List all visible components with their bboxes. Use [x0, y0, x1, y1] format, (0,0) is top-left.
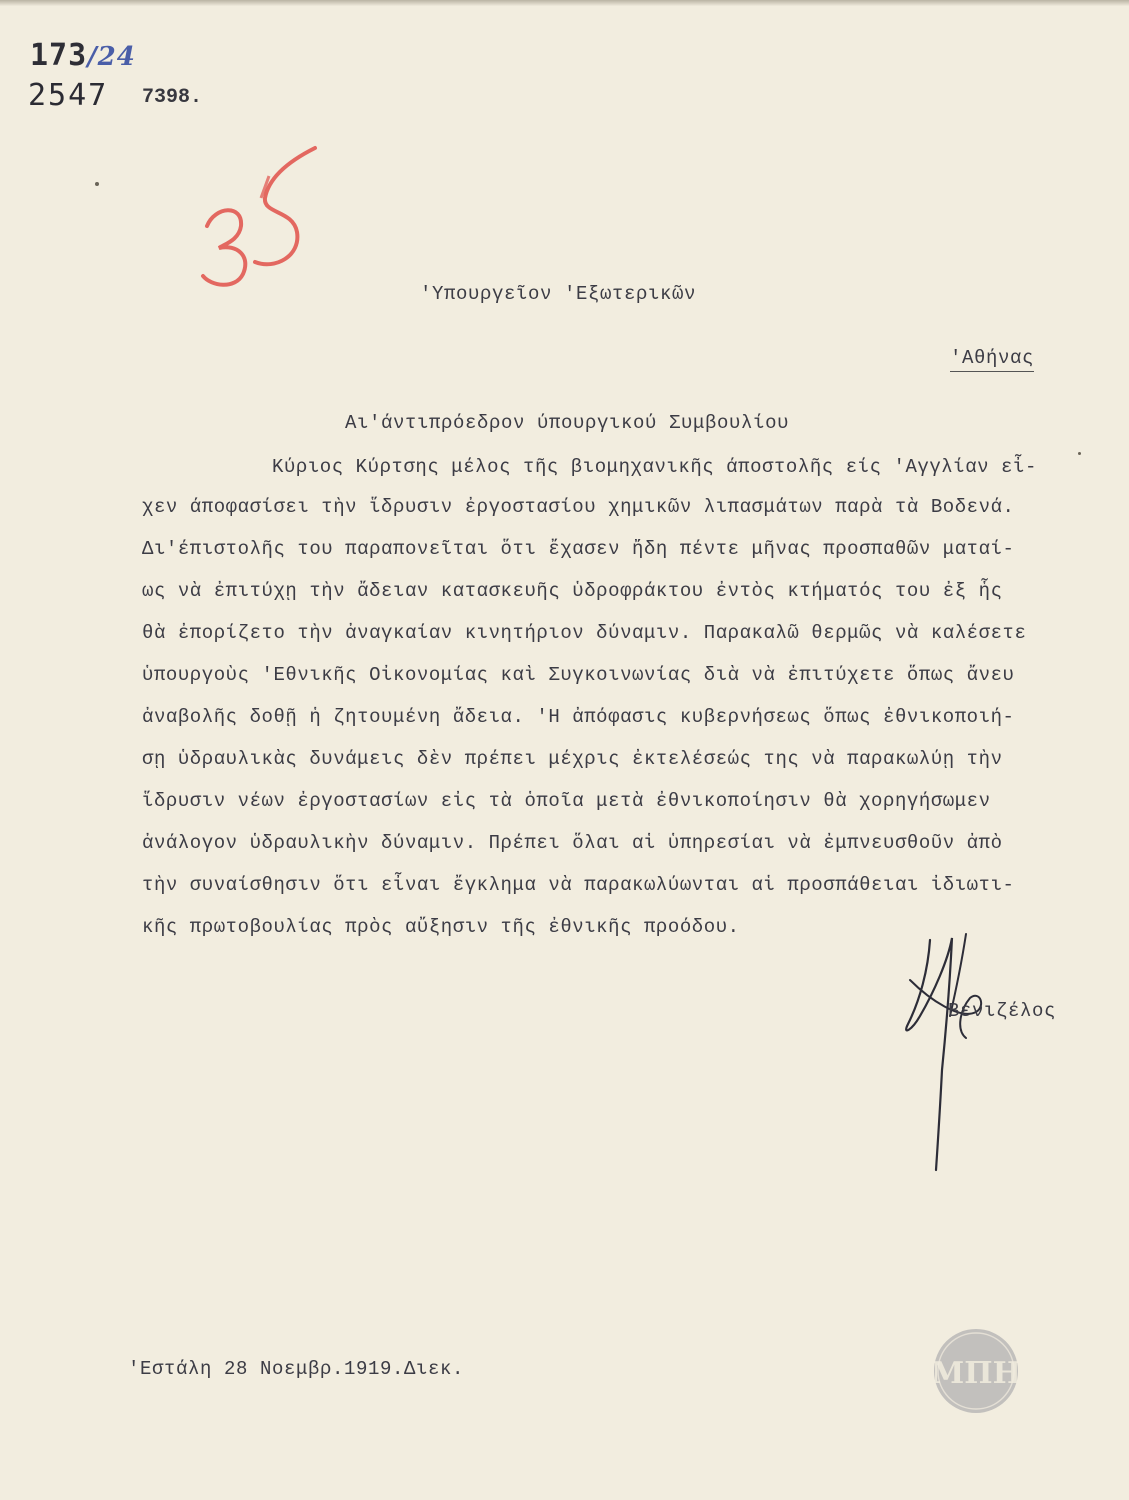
signature-name: Βενιζέλος	[948, 1000, 1057, 1022]
archive-number-second: 2547	[28, 78, 109, 113]
red-pencil-note	[185, 140, 325, 300]
body-line: ὑπουργοὺς 'Εθνικῆς Οἰκονομίας καὶ Συγκοινωνίας διὰ νὰ ἐπιτύχετε ὅπως ἄνευ	[142, 664, 1015, 686]
archive-number-top: 173/24	[30, 38, 136, 73]
handwritten-signature	[890, 920, 1000, 1180]
paper-speck	[1078, 452, 1081, 455]
body-line: ἀνάλογον ὑδραυλικὴν δύναμιν. Πρέπει ὅλαι αἱ ὑπηρεσίαι νὰ ἐμπνευσθοῦν ἀπὸ	[142, 832, 1003, 854]
body-line: χεν άποφασίσει τὴν ἵδρυσιν ἐργοστασίου χημικῶν λιπασμάτων παρὰ τὰ Βοδενά.	[142, 496, 1015, 518]
dispatch-note: 'Εστάλη 28 Νοεμβρ.1919.Διεκ.	[128, 1358, 465, 1380]
city-header	[950, 347, 1034, 369]
body-line: ἵδρυσιν νέων ἐργοστασίων εἰς τὰ ὁποῖα μετὰ ἐθνικοποίησιν θὰ χορηγήσωμεν	[142, 790, 991, 812]
body-line: τὴν συναίσθησιν ὅτι εἶναι ἔγκλημα νὰ παρακωλύωνται αἱ προσπάθειαι ἰδιωτι-	[142, 874, 1015, 896]
stamp-letters: ΜΠΗ	[931, 1356, 1021, 1391]
body-line: θὰ ἐπορίζετο τὴν ἀναγκαίαν κινητήριον δύναμιν. Παρακαλῶ θερμῶς νὰ καλέσετε	[142, 622, 1027, 644]
body-line: ως νὰ ἐπιτύχῃ τὴν ἄδειαν κατασκευῆς ὑδροφράκτου ἐντὸς κτήματός του ἐξ ἧς	[142, 580, 1003, 602]
ministry-header: 'Υπουργεῖον 'Εξωτερικῶν	[420, 283, 697, 305]
addressee-line: Αι'άντιπρόεδρον ύπουργικού Συμβουλίου	[345, 412, 790, 434]
city-label: 'Αθήνας	[950, 347, 1034, 372]
body-line: Κύριος Κύρτσης μέλος τῆς βιομηχανικῆς άποστολῆς είς 'Αγγλίαν εἶ-	[272, 456, 1037, 478]
body-line: κῆς πρωτοβουλίας πρὸς αὔξησιν τῆς ἐθνικῆς προόδου.	[142, 916, 740, 938]
archive-number-suffix: /24	[87, 42, 136, 72]
paper-speck	[95, 182, 99, 186]
body-line: σῃ ὑδραυλικὰς δυνάμεις δὲν πρέπει μέχρις ἐκτελέσεώς της νὰ παρακωλύῃ τὴν	[142, 748, 1003, 770]
body-line: ἀναβολῆς δοθῇ ἡ ζητουμένη ἄδεια. 'Η ἀπόφασις κυβερνήσεως ὅπως ἐθνικοποιή-	[142, 706, 1015, 728]
body-line: Δι'έπιστολῆς του παραπονεῖται ὅτι ἔχασεν ἤδη πέντε μῆνας προσπαθῶν ματαί-	[142, 538, 1015, 560]
reference-number: 7398.	[142, 86, 203, 109]
page-top-edge	[0, 0, 1129, 6]
archive-stamp	[930, 1325, 1022, 1417]
